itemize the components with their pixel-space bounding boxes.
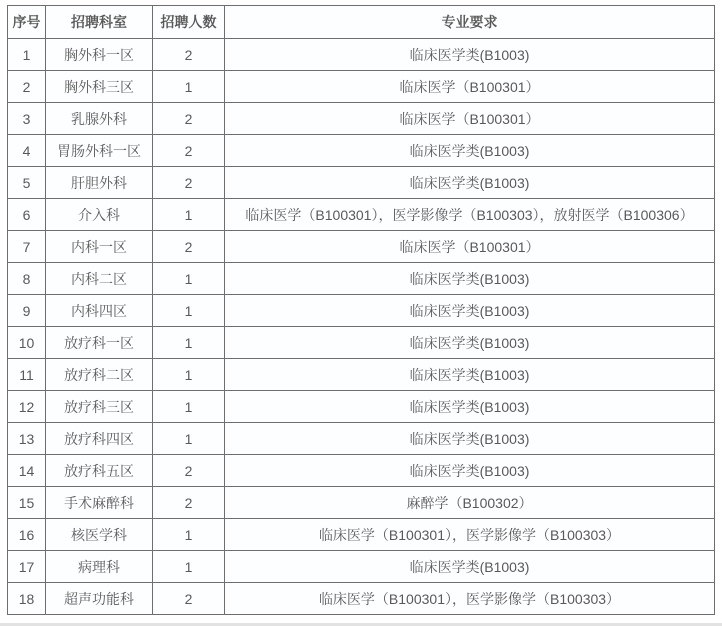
table-row bbox=[8, 199, 715, 231]
cell-index: 17 bbox=[8, 551, 46, 583]
cell-index: 8 bbox=[8, 263, 46, 295]
cell-department: 胃肠外科一区 bbox=[46, 135, 153, 167]
cell-requirement: 临床医学类(B1003) bbox=[225, 167, 715, 199]
cell-department: 放疗科一区 bbox=[46, 327, 153, 359]
cell-requirement: 临床医学（B100301），医学影像学（B100303），放射医学（B100306） bbox=[225, 199, 715, 231]
table-row bbox=[8, 327, 715, 359]
table-row bbox=[8, 583, 715, 615]
cell-headcount: 1 bbox=[153, 295, 225, 327]
cell-index: 11 bbox=[8, 359, 46, 391]
table-row bbox=[8, 359, 715, 391]
cell-headcount: 2 bbox=[153, 167, 225, 199]
table-body bbox=[8, 39, 715, 615]
cell-department: 核医学科 bbox=[46, 519, 153, 551]
cell-requirement: 临床医学类(B1003) bbox=[225, 39, 715, 71]
cell-requirement: 临床医学类(B1003) bbox=[225, 455, 715, 487]
table-row bbox=[8, 551, 715, 583]
cell-department: 乳腺外科 bbox=[46, 103, 153, 135]
table-row bbox=[8, 519, 715, 551]
cell-headcount: 1 bbox=[153, 423, 225, 455]
recruitment-table bbox=[7, 5, 715, 615]
cell-headcount: 1 bbox=[153, 551, 225, 583]
cell-department: 胸外科一区 bbox=[46, 39, 153, 71]
cell-headcount: 1 bbox=[153, 519, 225, 551]
table-row bbox=[8, 423, 715, 455]
table-row bbox=[8, 455, 715, 487]
cell-index: 15 bbox=[8, 487, 46, 519]
cell-index: 10 bbox=[8, 327, 46, 359]
cell-department: 内科二区 bbox=[46, 263, 153, 295]
cell-index: 13 bbox=[8, 423, 46, 455]
cell-requirement: 临床医学类(B1003) bbox=[225, 295, 715, 327]
table-row bbox=[8, 295, 715, 327]
table-row bbox=[8, 167, 715, 199]
cell-requirement: 麻醉学（B100302） bbox=[225, 487, 715, 519]
cell-department: 放疗科四区 bbox=[46, 423, 153, 455]
cell-index: 14 bbox=[8, 455, 46, 487]
table-row bbox=[8, 263, 715, 295]
cell-index: 7 bbox=[8, 231, 46, 263]
cell-index: 9 bbox=[8, 295, 46, 327]
table-row bbox=[8, 103, 715, 135]
cell-headcount: 2 bbox=[153, 231, 225, 263]
cell-requirement: 临床医学类(B1003) bbox=[225, 327, 715, 359]
cell-headcount: 1 bbox=[153, 71, 225, 103]
cell-requirement: 临床医学（B100301） bbox=[225, 231, 715, 263]
cell-department: 放疗科二区 bbox=[46, 359, 153, 391]
column-header-index: 序号 bbox=[8, 6, 46, 39]
cell-index: 2 bbox=[8, 71, 46, 103]
table-row bbox=[8, 39, 715, 71]
cell-department: 放疗科三区 bbox=[46, 391, 153, 423]
cell-headcount: 1 bbox=[153, 327, 225, 359]
cell-requirement: 临床医学（B100301） bbox=[225, 71, 715, 103]
cell-requirement: 临床医学类(B1003) bbox=[225, 135, 715, 167]
cell-headcount: 2 bbox=[153, 135, 225, 167]
cell-department: 放疗科五区 bbox=[46, 455, 153, 487]
cell-headcount: 2 bbox=[153, 103, 225, 135]
cell-headcount: 1 bbox=[153, 199, 225, 231]
cell-requirement: 临床医学类(B1003) bbox=[225, 551, 715, 583]
column-header-headcount: 招聘人数 bbox=[153, 6, 225, 39]
cell-index: 5 bbox=[8, 167, 46, 199]
cell-requirement: 临床医学类(B1003) bbox=[225, 263, 715, 295]
table-row bbox=[8, 135, 715, 167]
cell-department: 胸外科三区 bbox=[46, 71, 153, 103]
cell-headcount: 2 bbox=[153, 455, 225, 487]
cell-headcount: 1 bbox=[153, 391, 225, 423]
cell-index: 18 bbox=[8, 583, 46, 615]
cell-department: 超声功能科 bbox=[46, 583, 153, 615]
cell-index: 4 bbox=[8, 135, 46, 167]
cell-headcount: 2 bbox=[153, 583, 225, 615]
cell-requirement: 临床医学（B100301），医学影像学（B100303） bbox=[225, 519, 715, 551]
cell-requirement: 临床医学类(B1003) bbox=[225, 391, 715, 423]
table-row bbox=[8, 487, 715, 519]
cell-requirement: 临床医学（B100301），医学影像学（B100303） bbox=[225, 583, 715, 615]
column-header-requirement: 专业要求 bbox=[225, 6, 715, 39]
cell-index: 16 bbox=[8, 519, 46, 551]
cell-department: 内科四区 bbox=[46, 295, 153, 327]
cell-headcount: 2 bbox=[153, 39, 225, 71]
table-header-row bbox=[8, 6, 715, 39]
table-row bbox=[8, 71, 715, 103]
cell-headcount: 1 bbox=[153, 359, 225, 391]
cell-department: 介入科 bbox=[46, 199, 153, 231]
table-row bbox=[8, 391, 715, 423]
cell-requirement: 临床医学类(B1003) bbox=[225, 359, 715, 391]
cell-headcount: 1 bbox=[153, 263, 225, 295]
cell-index: 12 bbox=[8, 391, 46, 423]
column-header-department: 招聘科室 bbox=[46, 6, 153, 39]
cell-department: 手术麻醉科 bbox=[46, 487, 153, 519]
cell-index: 3 bbox=[8, 103, 46, 135]
cell-index: 6 bbox=[8, 199, 46, 231]
cell-department: 肝胆外科 bbox=[46, 167, 153, 199]
cell-requirement: 临床医学类(B1003) bbox=[225, 423, 715, 455]
cell-department: 内科一区 bbox=[46, 231, 153, 263]
cell-index: 1 bbox=[8, 39, 46, 71]
table-row bbox=[8, 231, 715, 263]
cell-headcount: 2 bbox=[153, 487, 225, 519]
cell-department: 病理科 bbox=[46, 551, 153, 583]
cell-requirement: 临床医学（B100301） bbox=[225, 103, 715, 135]
